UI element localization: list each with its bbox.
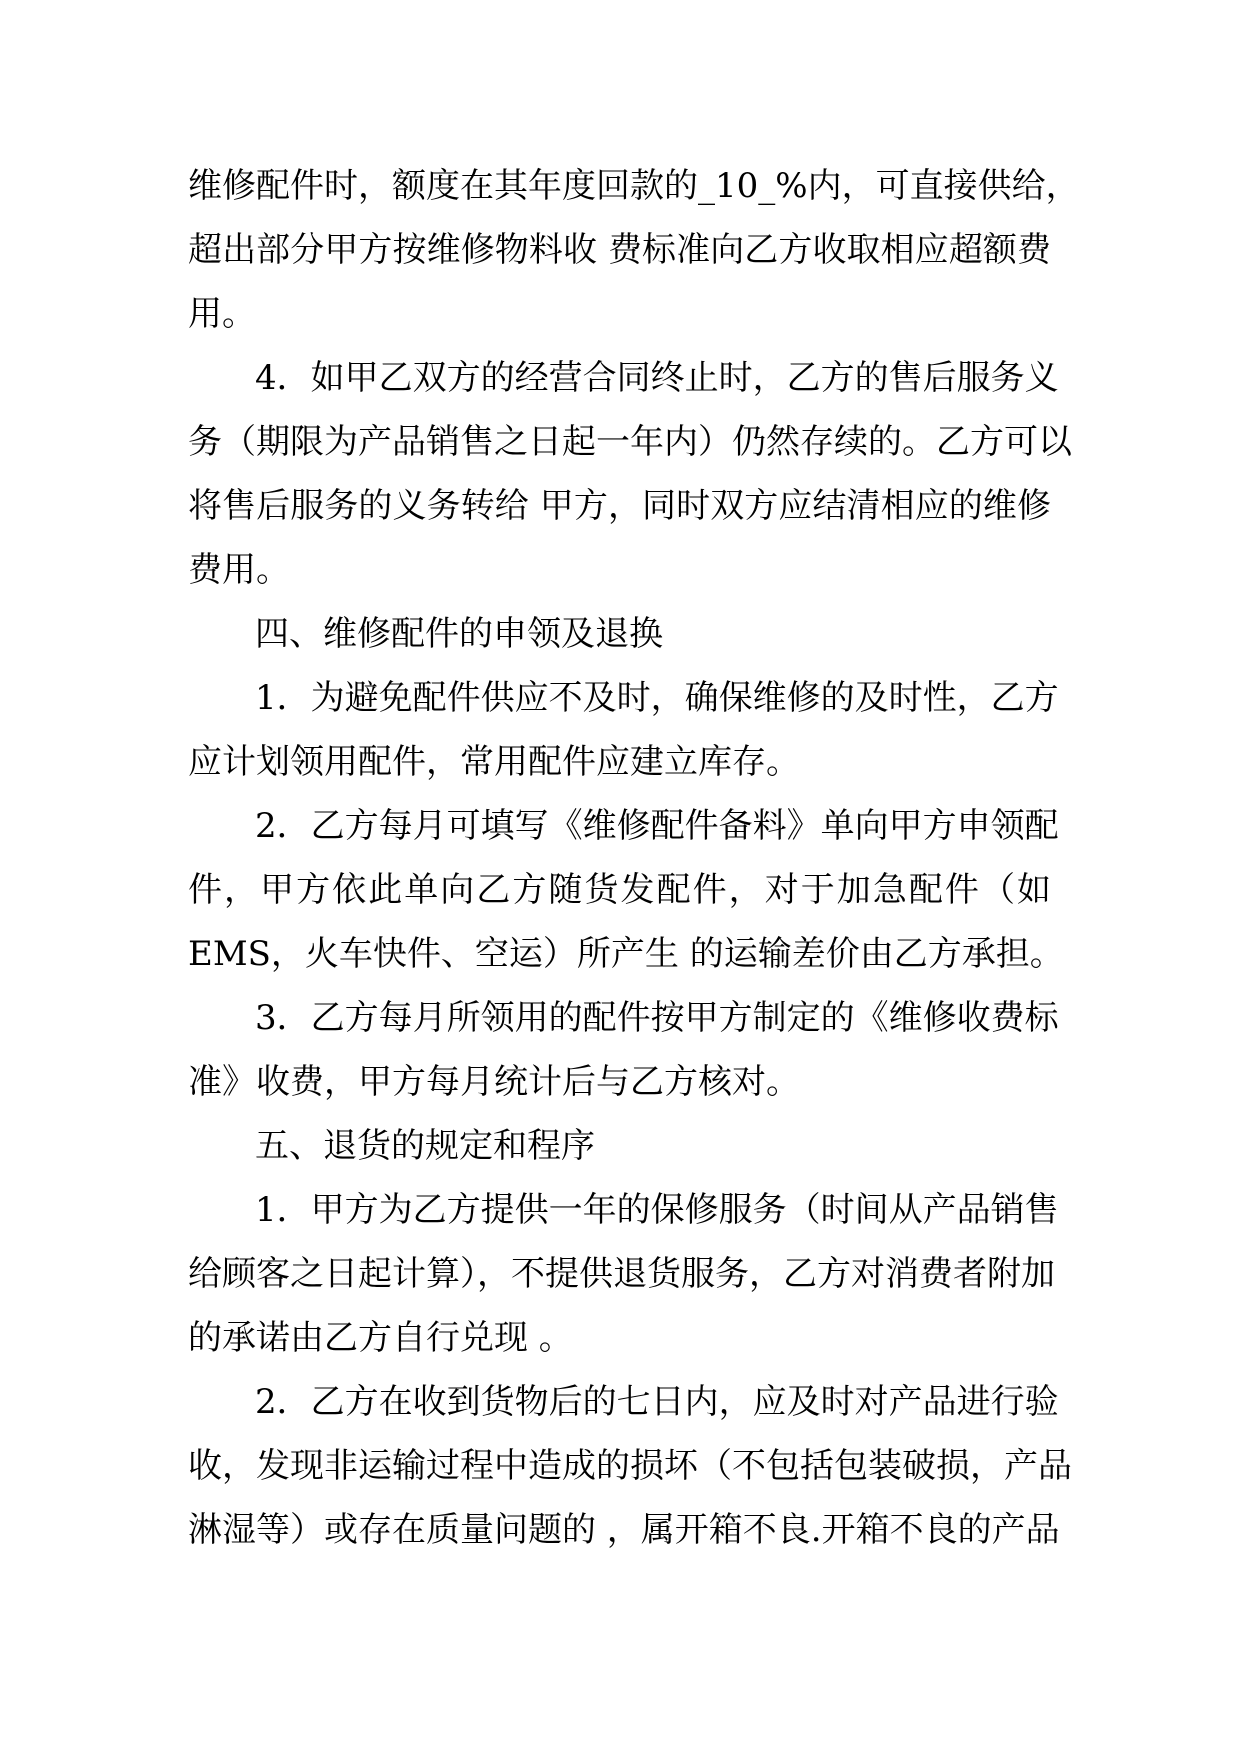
text-line: 件，甲方依此单向乙方随货发配件，对于加急配件（如 bbox=[188, 870, 1051, 910]
text-line: 超出部分甲方按维修物料收 费标准向乙方收取相应超额费 bbox=[188, 230, 1051, 270]
section-heading: 五、退货的规定和程序 bbox=[255, 1126, 595, 1166]
text-line: 3．乙方每月所领用的配件按甲方制定的《维修收费标 bbox=[255, 998, 1059, 1038]
text-line: 1．为避免配件供应不及时，确保维修的及时性，乙方 bbox=[255, 678, 1059, 718]
text-line: 应计划领用配件，常用配件应建立库存。 bbox=[188, 742, 800, 782]
text-line: 2．乙方在收到货物后的七日内，应及时对产品进行验 bbox=[255, 1382, 1059, 1422]
text-line: 维修配件时，额度在其年度回款的_10_%内，可直接供给， bbox=[188, 166, 1080, 206]
text-line: 的承诺由乙方自行兑现 。 bbox=[188, 1318, 573, 1358]
text-line: 准》收费，甲方每月统计后与乙方核对。 bbox=[188, 1062, 800, 1102]
text-line: 2．乙方每月可填写《维修配件备料》单向甲方申领配 bbox=[255, 806, 1059, 846]
text-line: 给顾客之日起计算），不提供退货服务，乙方对消费者附加 bbox=[188, 1254, 1055, 1294]
text-line: 用。 bbox=[188, 294, 256, 334]
text-line: 将售后服务的义务转给 甲方，同时双方应结清相应的维修 bbox=[188, 486, 1051, 526]
text-line: 4．如甲乙双方的经营合同终止时，乙方的售后服务义 bbox=[255, 358, 1059, 398]
section-heading: 四、维修配件的申领及退换 bbox=[255, 614, 663, 654]
text-line: 1．甲方为乙方提供一年的保修服务（时间从产品销售 bbox=[255, 1190, 1059, 1230]
text-line: 务（期限为产品销售之日起一年内）仍然存续的。乙方可以 bbox=[188, 422, 1072, 462]
text-line: EMS，火车快件、空运）所产生 的运输差价由乙方承担。 bbox=[188, 934, 1064, 974]
text-line: 费用。 bbox=[188, 550, 290, 590]
text-line: 淋湿等）或存在质量问题的 ，属开箱不良.开箱不良的产品 bbox=[188, 1510, 1060, 1550]
text-line: 收，发现非运输过程中造成的损坏（不包括包装破损，产品 bbox=[188, 1446, 1072, 1486]
